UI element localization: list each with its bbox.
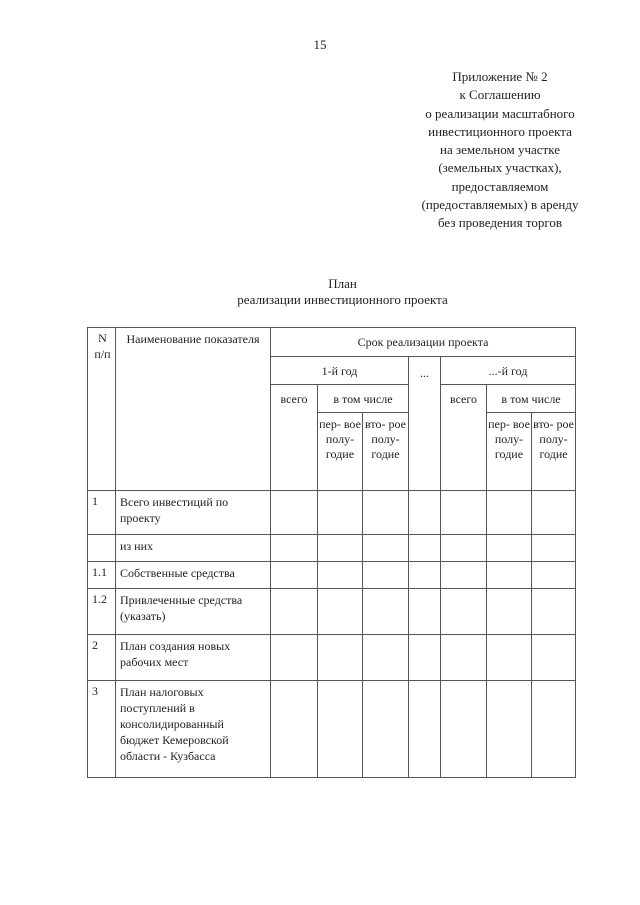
appendix-line: о реализации масштабного [425, 105, 575, 121]
plan-title [0, 276, 640, 308]
cell [363, 535, 409, 562]
header-first-half: пер- вое полу- годие [318, 413, 363, 491]
header-period: Срок реализации проекта [271, 328, 576, 357]
header-year-n: ...-й год [441, 357, 576, 385]
cell [532, 681, 576, 778]
plan-title-line: План [328, 276, 357, 291]
row-name: Привлеченные средства (указать) [116, 589, 271, 635]
cell [487, 681, 532, 778]
cell [271, 535, 318, 562]
appendix-line: инвестиционного проекта [428, 123, 572, 139]
cell [271, 491, 318, 535]
cell [487, 562, 532, 589]
cell [409, 562, 441, 589]
header-including: в том числе [487, 385, 576, 413]
header-year-1: 1-й год [271, 357, 409, 385]
cell [363, 635, 409, 681]
row-num: 1 [88, 491, 116, 535]
cell [271, 562, 318, 589]
appendix-line: Приложение № 2 [452, 69, 548, 84]
cell [271, 635, 318, 681]
row-num: 1.1 [88, 562, 116, 589]
cell [318, 681, 363, 778]
row-name: План налоговых поступлений в консолидированный бюджет Кемеровской области - Кузбасса [116, 681, 271, 778]
cell [318, 491, 363, 535]
cell [441, 589, 487, 635]
cell [441, 681, 487, 778]
row-num: 1.2 [88, 589, 116, 635]
header-ellipsis: ... [409, 357, 441, 491]
table-row [88, 681, 576, 778]
table-row [88, 589, 576, 635]
cell [409, 681, 441, 778]
page-number: 15 [313, 37, 327, 52]
cell [271, 681, 318, 778]
appendix-line: предоставляемом [451, 178, 549, 194]
row-name: из них [116, 535, 271, 562]
cell [409, 635, 441, 681]
cell [318, 562, 363, 589]
cell [363, 562, 409, 589]
cell [532, 562, 576, 589]
header-num: N п/п [88, 328, 116, 491]
plan-subtitle-line: реализации инвестиционного проекта [237, 292, 448, 307]
table-row [88, 635, 576, 681]
appendix-line: (земельных участках), [438, 160, 562, 176]
cell [409, 589, 441, 635]
row-name: Всего инвестиций по проекту [116, 491, 271, 535]
appendix-line: (предоставляемых) в аренду [421, 197, 579, 213]
header-name: Наименование показателя [116, 328, 271, 491]
table-row [88, 562, 576, 589]
cell [441, 491, 487, 535]
cell [409, 491, 441, 535]
appendix-header [395, 68, 605, 233]
cell [441, 535, 487, 562]
cell [532, 635, 576, 681]
cell [532, 491, 576, 535]
appendix-line: без проведения торгов [437, 215, 563, 231]
row-num [88, 535, 116, 562]
cell [441, 635, 487, 681]
row-num: 2 [88, 635, 116, 681]
appendix-line: к Соглашению [459, 87, 541, 103]
row-name: Собственные средства [116, 562, 271, 589]
cell [363, 681, 409, 778]
plan-table [87, 327, 576, 778]
header-total: всего [441, 385, 487, 491]
header-including: в том числе [318, 385, 409, 413]
cell [409, 535, 441, 562]
header-first-half: пер- вое полу- годие [487, 413, 532, 491]
header-second-half: вто- рое полу- годие [532, 413, 576, 491]
row-name: План создания новых рабочих мест [116, 635, 271, 681]
cell [441, 562, 487, 589]
cell [487, 589, 532, 635]
cell [363, 491, 409, 535]
cell [318, 635, 363, 681]
cell [487, 535, 532, 562]
cell [363, 589, 409, 635]
table-row [88, 491, 576, 535]
header-second-half: вто- рое полу- годие [363, 413, 409, 491]
cell [271, 589, 318, 635]
cell [487, 635, 532, 681]
cell [532, 535, 576, 562]
cell [318, 535, 363, 562]
row-num: 3 [88, 681, 116, 778]
cell [532, 589, 576, 635]
header-total: всего [271, 385, 318, 491]
cell [318, 589, 363, 635]
table-row [88, 535, 576, 562]
appendix-line: на земельном участке [439, 142, 560, 158]
cell [487, 491, 532, 535]
